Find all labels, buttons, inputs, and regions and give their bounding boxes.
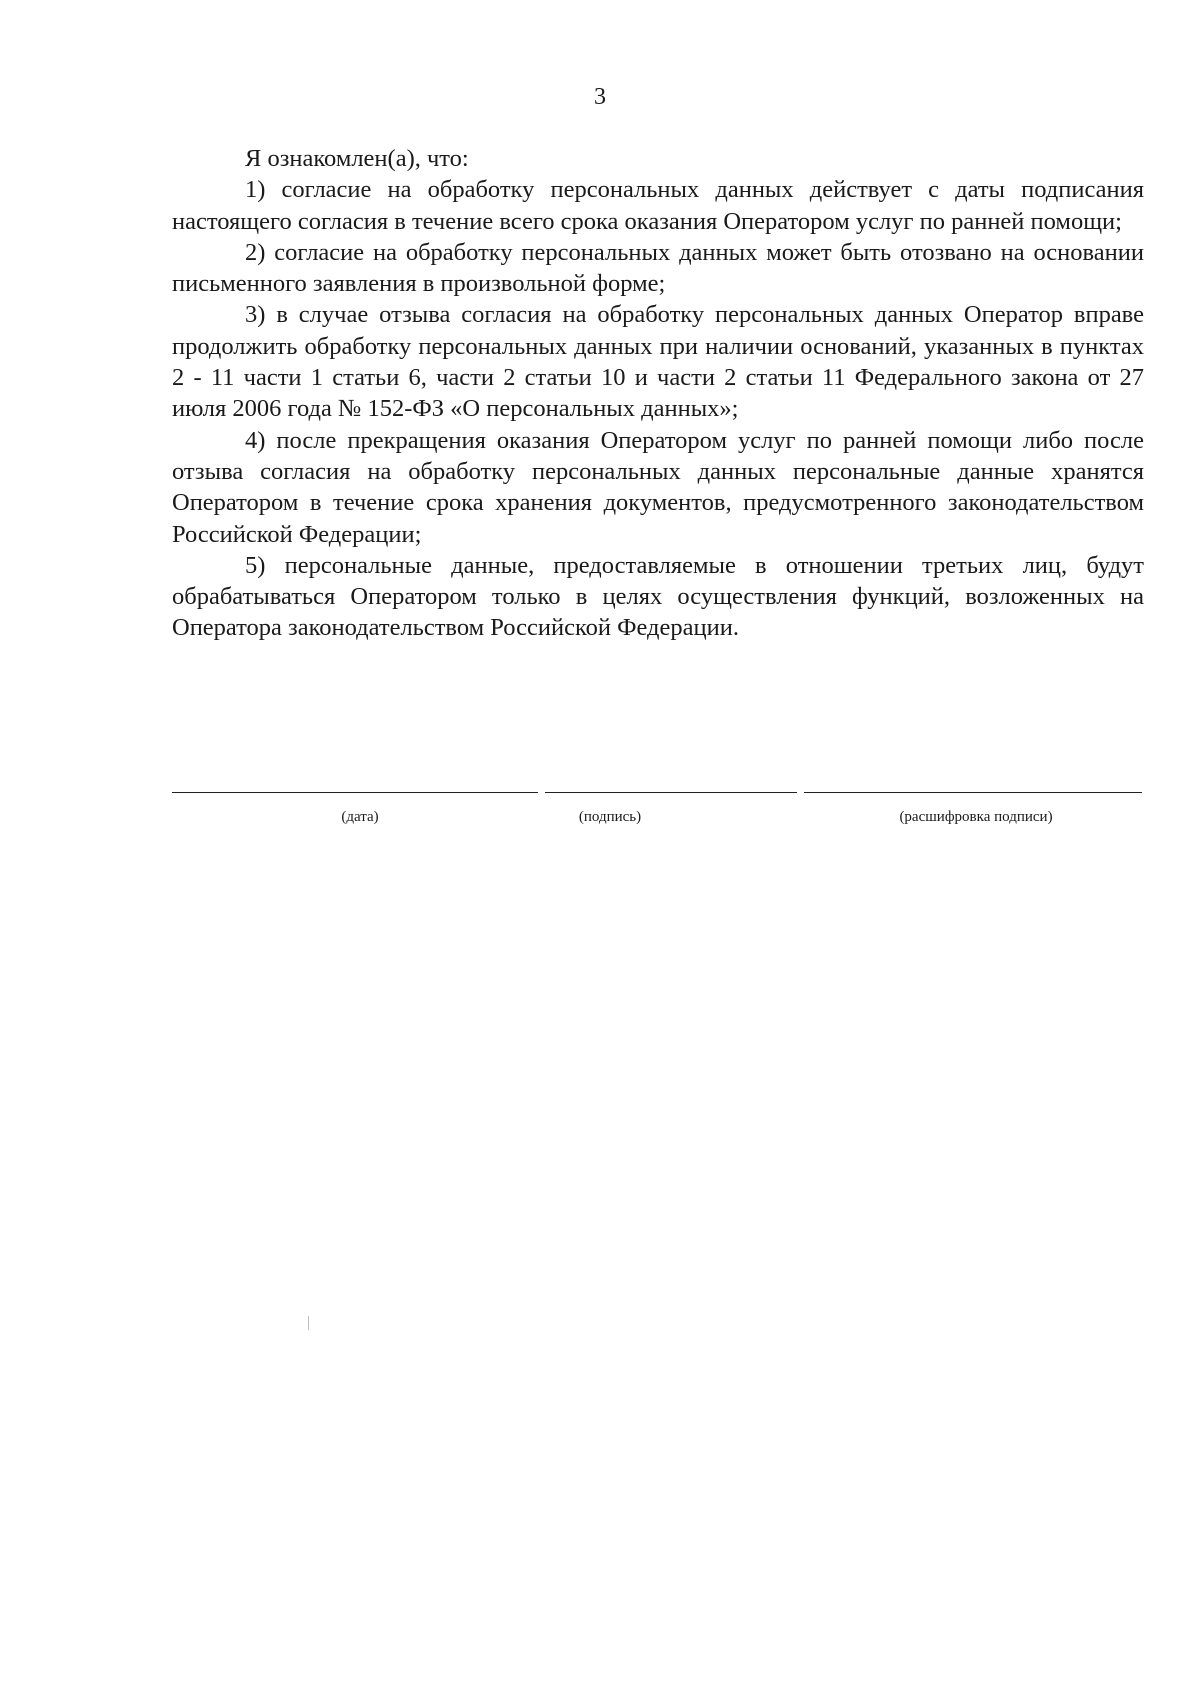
page-number: 3	[594, 84, 606, 110]
scan-speck	[308, 1316, 309, 1330]
consent-item-2: 2) согласие на обработку персональных данных может быть отозвано на основании письменного заявления в произвольной форме;	[172, 238, 1144, 298]
signature-name-label: (расшифровка подписи)	[899, 809, 1053, 825]
consent-text	[172, 143, 1144, 644]
consent-item-3: 3) в случае отзыва согласия на обработку персональных данных Оператор вправе продолжить обработку персональных данных при наличии оснований, указанных в пунктах 2 - 11 части 1 статьи 6, части 2 статьи 10 и части 2 статьи 11 Федерального закона от 27 июля 2006 года № 152-ФЗ «О персональных данных»;	[172, 301, 1144, 423]
signature-label: (подпись)	[578, 809, 642, 825]
consent-item-5: 5) персональные данные, предоставляемые в отношении третьих лиц, будут обрабатываться Оператором только в целях осуществления функций, возложенных на Оператора законодательством Российской Федерации.	[172, 551, 1144, 642]
intro-paragraph: Я ознакомлен(а), что:	[245, 145, 469, 172]
signature-name-line	[804, 792, 1142, 793]
consent-item-1: 1) согласие на обработку персональных данных действует с даты подписания настоящего согласия в течение всего срока оказания Оператором услуг по ранней помощи;	[172, 176, 1144, 235]
consent-item-4: 4) после прекращения оказания Оператором услуг по ранней помощи либо после отзыва согласия на обработку персональных данных персональные данные хранятся Оператором в течение срока хранения документов, предусмотренного законодательством Российской Федерации;	[172, 426, 1144, 548]
signature-line	[545, 792, 797, 793]
date-line	[172, 792, 538, 793]
date-label: (дата)	[341, 809, 379, 825]
